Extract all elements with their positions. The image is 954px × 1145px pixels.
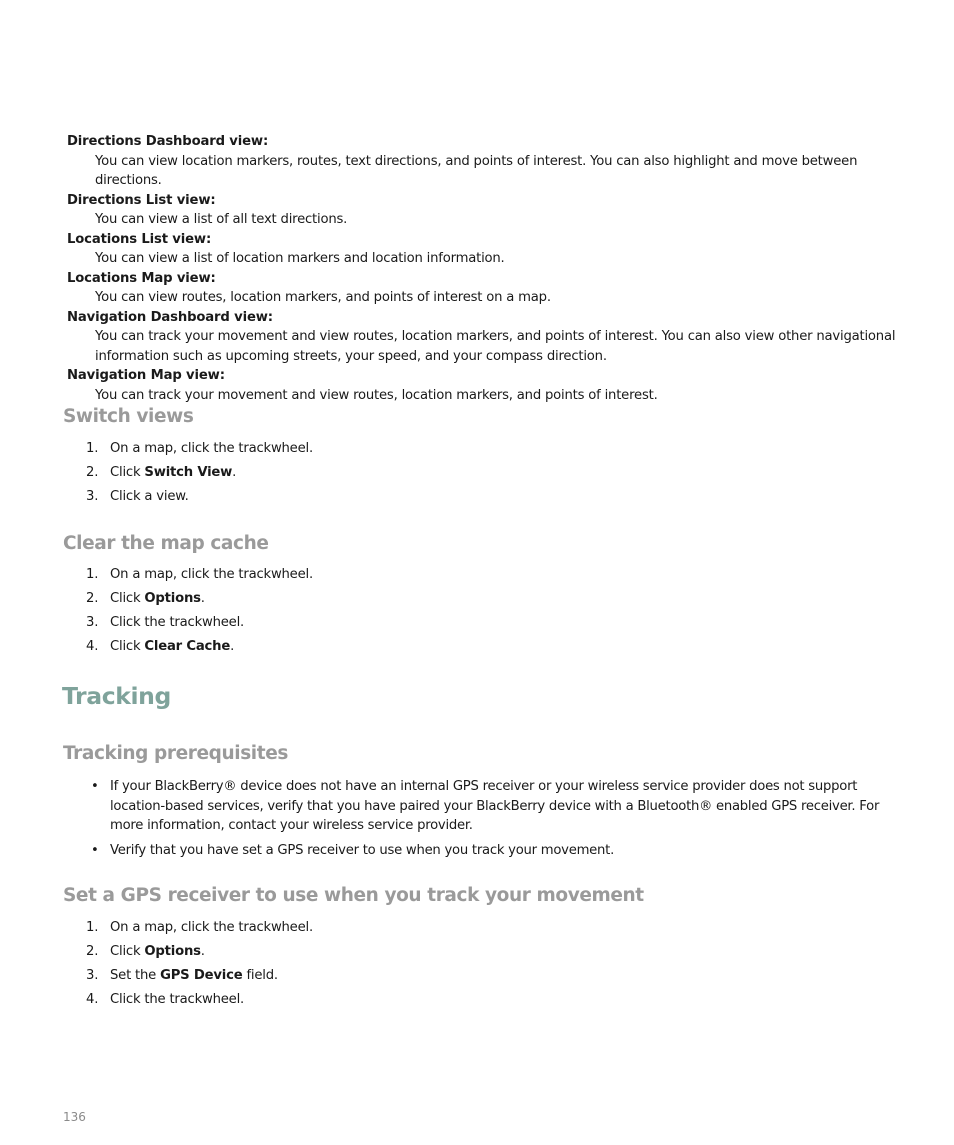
- step-text: Click: [110, 944, 145, 959]
- step-number: 4.: [86, 639, 99, 654]
- step-item: [64, 488, 313, 512]
- tracking-prerequisites-heading: Tracking prerequisites: [63, 743, 288, 764]
- step-text-end: .: [200, 591, 205, 606]
- list-item-text: Verify that you have set a GPS receiver to use when you track your movement.: [110, 842, 615, 858]
- view-term: Directions Dashboard view:: [67, 134, 269, 149]
- view-entry-directions-dashboard: [67, 132, 897, 191]
- step-number: 1.: [86, 441, 99, 456]
- step-number: 3.: [86, 615, 99, 630]
- step-number: 2.: [86, 591, 99, 606]
- view-term: Navigation Map view:: [67, 368, 225, 383]
- set-gps-receiver-heading: Set a GPS receiver to use when you track your movement: [63, 885, 644, 906]
- switch-views-heading: Switch views: [63, 406, 194, 427]
- bullet-icon: •: [91, 779, 99, 794]
- view-description: You can view a list of all text directions.: [95, 212, 348, 227]
- step-text: Click the trackwheel.: [110, 992, 245, 1007]
- step-text-end: .: [232, 465, 237, 480]
- view-description: You can track your movement and view routes, location markers, and points of interest.: [95, 387, 658, 403]
- step-bold: Clear Cache: [144, 639, 231, 654]
- tracking-heading: Tracking: [62, 682, 171, 710]
- views-definition-list: [67, 132, 897, 405]
- step-item: [64, 614, 313, 638]
- step-bold: Switch View: [144, 465, 233, 480]
- step-number: 1.: [86, 567, 99, 582]
- step-number: 3.: [86, 489, 99, 504]
- step-item: [64, 967, 313, 991]
- step-text: Click: [110, 591, 145, 606]
- step-text: On a map, click the trackwheel.: [110, 441, 313, 456]
- view-description: You can view routes, location markers, and points of interest on a map.: [95, 290, 551, 305]
- switch-views-steps: [64, 440, 313, 512]
- step-item: [64, 440, 313, 464]
- step-bold: Options: [144, 591, 201, 606]
- step-text-end: field.: [242, 968, 278, 983]
- step-text: Click a view.: [110, 489, 189, 504]
- list-item-text: If your BlackBerry® device does not have an internal GPS receiver or your wireless service provider does not support location-based services, verify that you have paired your BlackBerry device with a Bluetooth® enabled GPS receiver. For more information, contact your wireless service provider.: [110, 779, 880, 833]
- page-number: 136: [63, 1110, 86, 1124]
- step-text: Click: [110, 465, 145, 480]
- step-text: Click: [110, 639, 145, 654]
- step-text: On a map, click the trackwheel.: [110, 567, 313, 582]
- bullet-icon: •: [91, 842, 99, 858]
- step-item: [64, 943, 313, 967]
- step-item: [64, 638, 313, 662]
- clear-cache-steps: [64, 566, 313, 662]
- step-item: [64, 566, 313, 590]
- step-item: [64, 919, 313, 943]
- list-item: [64, 841, 898, 861]
- step-item: [64, 991, 313, 1015]
- view-term: Locations Map view:: [67, 270, 216, 286]
- clear-cache-heading: Clear the map cache: [63, 533, 269, 554]
- view-term: Directions List view:: [67, 192, 216, 208]
- step-item: [64, 464, 313, 488]
- step-item: [64, 590, 313, 614]
- view-description: You can view location markers, routes, text directions, and points of interest. You can also highlight and move between directions.: [95, 153, 858, 188]
- step-number: 3.: [86, 968, 99, 983]
- view-entry-directions-list: [67, 191, 897, 230]
- step-bold: GPS Device: [160, 968, 243, 983]
- view-term: Navigation Dashboard view:: [67, 309, 273, 325]
- view-term: Locations List view:: [67, 231, 212, 247]
- list-item: [64, 777, 898, 836]
- view-entry-navigation-dashboard: [67, 308, 897, 367]
- set-gps-receiver-steps: [64, 919, 313, 1015]
- step-text: Set the: [110, 968, 161, 983]
- step-number: 1.: [86, 920, 99, 935]
- step-text-end: .: [230, 639, 235, 654]
- step-text-end: .: [200, 944, 205, 959]
- view-entry-locations-map: [67, 269, 897, 308]
- view-description: You can track your movement and view routes, location markers, and points of interest. You can also view other navigational information such as upcoming streets, your speed, and your compass direction.: [95, 329, 896, 364]
- step-number: 4.: [86, 992, 99, 1007]
- step-text: Click the trackwheel.: [110, 615, 245, 630]
- step-bold: Options: [144, 944, 201, 959]
- step-number: 2.: [86, 465, 99, 480]
- view-entry-navigation-map: [67, 366, 897, 405]
- step-number: 2.: [86, 944, 99, 959]
- step-text: On a map, click the trackwheel.: [110, 920, 313, 935]
- view-entry-locations-list: [67, 230, 897, 269]
- view-description: You can view a list of location markers and location information.: [95, 251, 505, 266]
- prerequisites-list: [64, 777, 898, 865]
